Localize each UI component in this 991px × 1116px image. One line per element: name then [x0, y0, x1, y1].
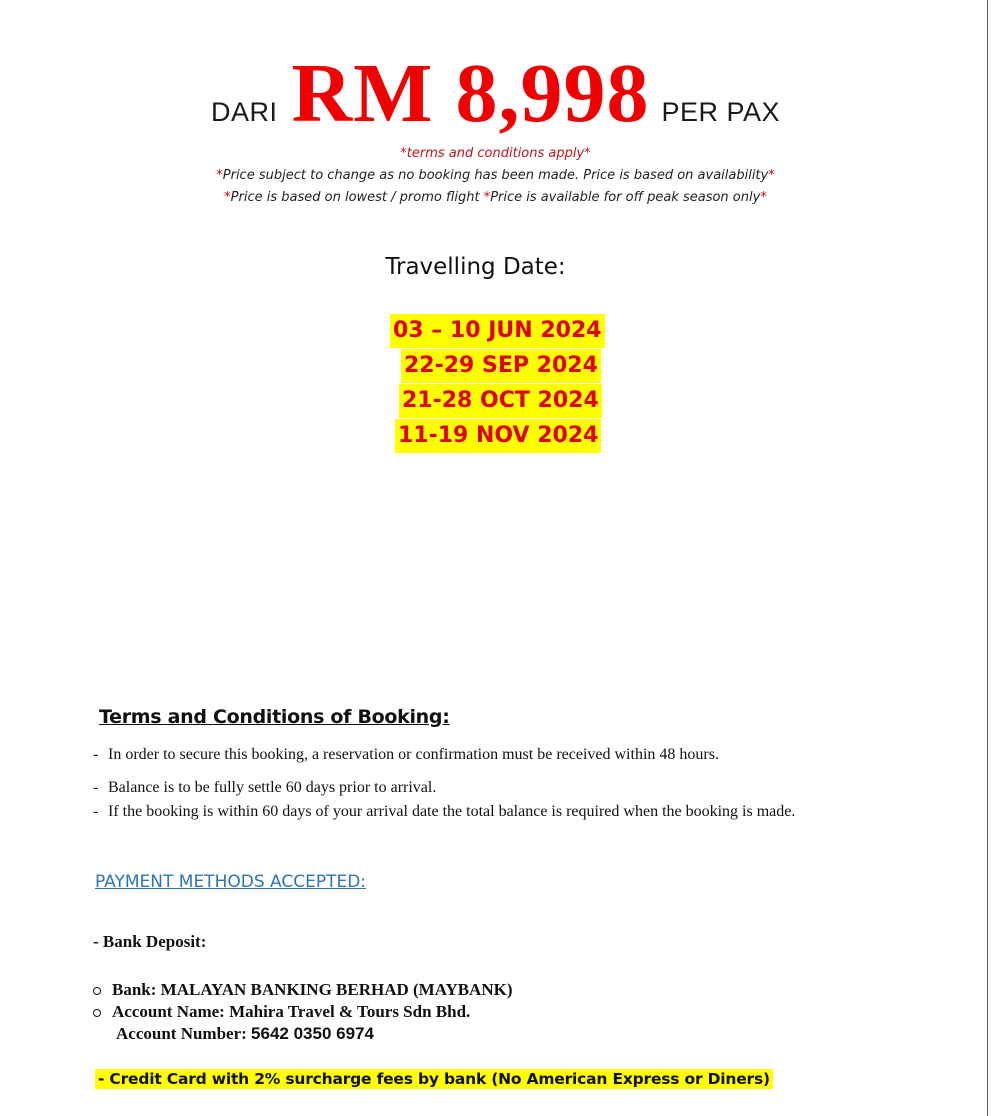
- credit-card-note: - Credit Card with 2% surcharge fees by bank (No American Express or Diners): [95, 1069, 773, 1089]
- term-item-2: - Balance is to be fully settle 60 days prior to arrival.: [93, 779, 893, 797]
- bullet-icon: [93, 1009, 101, 1017]
- price-prefix: DARI: [210, 97, 278, 127]
- price-note-2b-text: Price is available for off peak season only: [490, 190, 761, 205]
- account-number: 5642 0350 6974: [251, 1024, 374, 1043]
- account-name-line: [93, 1002, 470, 1022]
- price-note-2a-text: Price is based on lowest / promo flight: [230, 190, 480, 205]
- account-number-line: [116, 1024, 374, 1044]
- payment-methods-title: PAYMENT METHODS ACCEPTED:: [95, 872, 367, 892]
- travel-date-3: 21-28 OCT 2024: [399, 384, 602, 418]
- travel-date-2: 22-29 SEP 2024: [401, 349, 601, 383]
- term-item-1-text: In order to secure this booking, a reservation or confirmation must be received within 48 hours.: [108, 746, 719, 763]
- price-note-1: *Price subject to change as no booking has been made. Price is based on availability*: [216, 168, 775, 183]
- term-item-3: - If the booking is within 60 days of your arrival date the total balance is required when the booking is made.: [93, 803, 888, 821]
- bank-name: Bank: MALAYAN BANKING BERHAD (MAYBANK): [112, 980, 513, 999]
- price-amount: RM 8,998: [291, 47, 650, 140]
- price-note-2: *Price is based on lowest / promo flight *Price is available for off peak season only*: [224, 190, 767, 205]
- term-item-1: - In order to secure this booking, a reservation or confirmation must be received within 48 hours.: [93, 746, 893, 764]
- price-note-1-text: Price subject to change as no booking has been made. Price is based on availability: [222, 168, 769, 183]
- travelling-date-label: Travelling Date:: [385, 254, 566, 280]
- term-item-3-text: If the booking is within 60 days of your arrival date the total balance is required when the booking is made.: [108, 803, 796, 820]
- terms-title: Terms and Conditions of Booking:: [99, 706, 450, 728]
- bank-deposit-text: Bank Deposit:: [102, 932, 207, 951]
- travel-date-4: 11-19 NOV 2024: [395, 419, 601, 453]
- bank-name-line: [93, 980, 513, 1000]
- account-number-label: Account Number:: [116, 1024, 247, 1043]
- price-suffix: PER PAX: [661, 97, 780, 127]
- terms-apply-note: *terms and conditions apply*: [400, 146, 591, 161]
- term-item-2-text: Balance is to be fully settle 60 days prior to arrival.: [108, 779, 437, 796]
- account-name: Account Name: Mahira Travel & Tours Sdn Bhd.: [112, 1002, 471, 1021]
- bullet-icon: [93, 987, 101, 995]
- travel-date-1: 03 – 10 JUN 2024: [390, 314, 605, 348]
- price-header: [0, 47, 991, 140]
- bank-deposit-label: - Bank Deposit:: [93, 932, 207, 951]
